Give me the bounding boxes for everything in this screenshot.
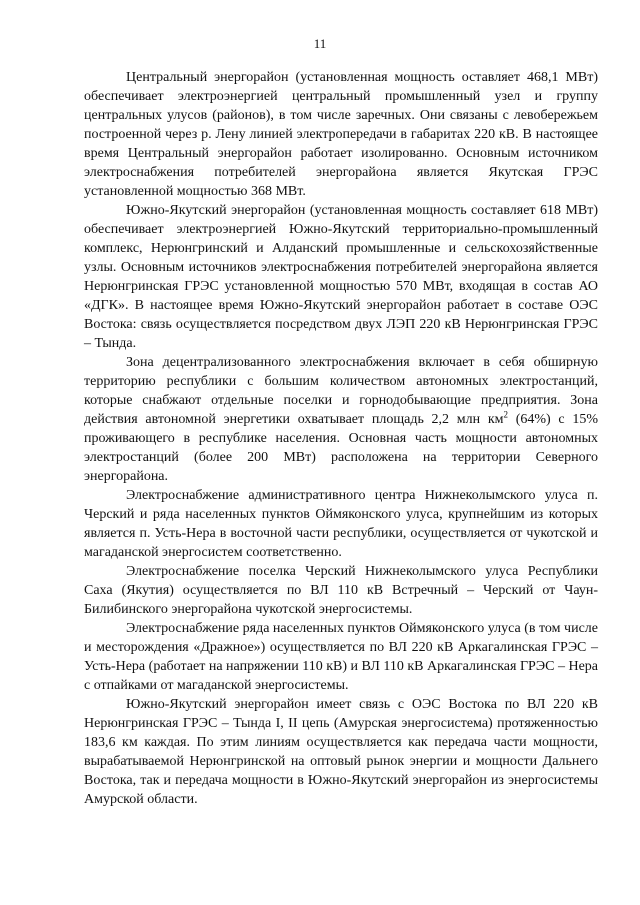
paragraph-text-part: Зона децентрализованного электроснабжения включает в себя обширную территорию республики с большим количеством автономных электростанций, которые снабжают отдельные поселки и горнодобывающие предприятия. Зона действия автономной энергетики охватывает площадь 2,2 млн км — [84, 355, 598, 427]
paragraph-chersky-supply: Электроснабжение поселка Черский Нижнеколымского улуса Республики Саха (Якутия) осуществляется по ВЛ 110 кВ Встречный – Черский от Чаун-Билибинского энергорайона чукотской энергосистемы. — [84, 564, 598, 617]
superscript-square: 2 — [503, 409, 508, 420]
page-number: 11 — [313, 36, 327, 51]
paragraph-text-part: (64%) с 15% проживающего в республике населения. Основная часть мощности автономных электростанций (более 200 МВт) расположена на территории Северного энергорайона. — [84, 412, 598, 484]
paragraph-east-ups-link: Южно-Якутский энергорайон имеет связь с ОЭС Востока по ВЛ 220 кВ Нерюнгринская ГРЭС – Тында I, II цепь (Амурская энергосистема) протяженностью 183,6 км каждая. По этим линиям осуществляется как передача части мощности, вырабатываемой Нерюнгринской на оптовый рынок энергии и мощности Дальнего Востока, так и передача мощности в Южно-Якутский энергорайон из энергосистемы Амурской области. — [84, 697, 598, 807]
paragraph-administrative-center-supply: Электроснабжение административного центра Нижнеколымского улуса п. Черский и ряда населенных пунктов Оймяконского улуса, крупнейшим из которых является п. Усть-Нера в восточной части республики, осуществляется от чукотской и магаданской энергосистем соответственно. — [84, 488, 598, 560]
paragraph-south-yakutsk-energy-region: Южно-Якутский энергорайон (установленная мощность составляет 618 МВт) обеспечивает электроэнергией Южно-Якутский территориально-промышленный комплекс, Нерюнгринский и Алданский промышленные и сельскохозяйственные узлы. Основным источников электроснабжения потребителей энергорайона является Нерюнгринская ГРЭС установленной мощностью 570 МВт, входящая в состав АО «ДГК». В настоящее время Южно-Якутский энергорайон работает в составе ОЭС Востока: связь осуществляется посредством двух ЛЭП 220 кВ Нерюнгринская ГРЭС – Тында. — [84, 203, 598, 351]
paragraph-central-energy-region: Центральный энергорайон (установленная мощность оставляет 468,1 МВт) обеспечивает электроэнергией центральный промышленный узел и группу центральных улусов (районов), в том числе заречных. Они связаны с левобережьем построенной через р. Лену линией электропередачи в габаритах 220 кВ. В настоящее время Центральный энергорайон работает изолированно. Основным источником электроснабжения потребителей энергорайона является Якутская ГРЭС установленной мощностью 368 МВт. — [84, 70, 598, 199]
paragraph-decentralized-supply-zone — [84, 353, 598, 486]
paragraph-oymyakon-supply: Электроснабжение ряда населенных пунктов Оймяконского улуса (в том числе и месторождения «Дражное») осуществляется по ВЛ 220 кВ Аркагалинская ГРЭС – Усть-Нера (работает на напряжении 110 кВ) и ВЛ 110 кВ Аркагалинская ГРЭС – Нера с отпайками от магаданской энергосистемы. — [84, 621, 598, 693]
body-text — [84, 68, 598, 809]
